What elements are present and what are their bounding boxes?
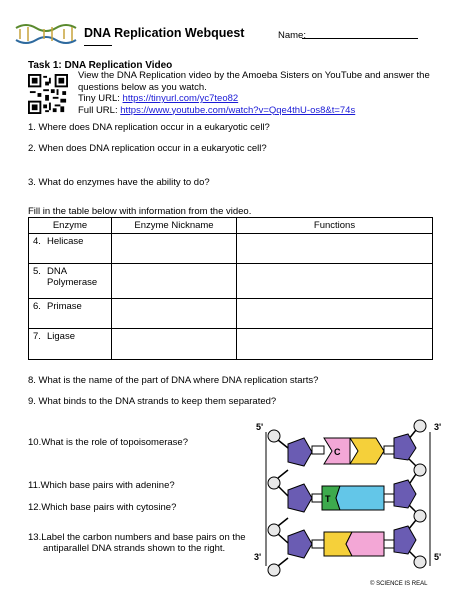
- intro-line-2: questions below as you watch.: [78, 81, 207, 93]
- header-enzyme: Enzyme: [29, 218, 112, 234]
- base-bond: [312, 540, 324, 548]
- sugar-pentagon: [288, 438, 312, 466]
- base-bond: [384, 494, 394, 502]
- header-nickname: Enzyme Nickname: [112, 218, 237, 234]
- table-row: [29, 234, 433, 264]
- table-row: [29, 264, 433, 299]
- dna-strand-diagram: [248, 418, 448, 578]
- sugar-pentagon: [394, 526, 416, 554]
- nickname-answer-cell[interactable]: [112, 264, 237, 299]
- full-url-label: Full URL:: [78, 104, 121, 116]
- sugar-pentagon: [394, 480, 416, 508]
- question-10: 10.What is the role of topoisomerase?: [28, 437, 189, 448]
- enzyme-cell: [29, 234, 112, 264]
- sugar-pentagon: [394, 434, 416, 460]
- table-row: [29, 299, 433, 329]
- enzyme-cell: [29, 329, 112, 360]
- dna-logo-image: [14, 22, 80, 46]
- nickname-answer-cell[interactable]: [112, 329, 237, 360]
- blue-base: [336, 486, 384, 510]
- label-left-top: 5': [256, 422, 264, 432]
- enzyme-name: Primase: [47, 301, 82, 312]
- label-right-bottom: 5': [434, 552, 442, 562]
- function-answer-cell[interactable]: [237, 299, 433, 329]
- header-functions: Functions: [237, 218, 433, 234]
- yellow-base: [350, 438, 384, 464]
- page-title: DNA Replication Webquest: [84, 26, 245, 40]
- base-bond: [384, 540, 394, 548]
- tiny-url-label: Tiny URL:: [78, 93, 123, 104]
- enzyme-cell: [29, 264, 112, 299]
- pink-base: [346, 532, 384, 556]
- label-right-top: 3': [434, 422, 442, 432]
- row-number: 4.: [33, 236, 41, 247]
- row-number: 5.: [33, 266, 41, 277]
- table-header-row: [29, 218, 433, 234]
- base-label-c: C: [334, 447, 341, 457]
- question-12: 12.Which base pairs with cytosine?: [28, 502, 177, 513]
- name-field-line[interactable]: [302, 38, 418, 39]
- title-underline: [84, 45, 112, 46]
- row-number: 6.: [33, 301, 41, 312]
- enzyme-name: DNA Polymerase: [47, 266, 98, 288]
- base-bond: [312, 446, 324, 454]
- intro-line-1: View the DNA Replication video by the Amoeba Sisters on YouTube and answer the: [78, 70, 430, 81]
- function-answer-cell[interactable]: [237, 264, 433, 299]
- sugar-pentagon: [288, 484, 312, 512]
- question-13-continued: antiparallel DNA strands shown to the right.: [43, 543, 226, 554]
- enzyme-table: [28, 217, 433, 360]
- base-bond: [384, 446, 394, 454]
- full-url-link[interactable]: https://www.youtube.com/watch?v=Qqe4thU-os8&t=74s: [120, 104, 356, 116]
- table-row: [29, 329, 433, 360]
- copyright-text: © SCIENCE IS REAL: [370, 581, 428, 587]
- question-11: 11.Which base pairs with adenine?: [28, 480, 175, 491]
- base-label-t: T: [325, 494, 331, 504]
- question-2: 2. When does DNA replication occur in a eukaryotic cell?: [28, 143, 267, 154]
- task1-instructions: [78, 70, 438, 116]
- function-answer-cell[interactable]: [237, 329, 433, 360]
- nickname-answer-cell[interactable]: [112, 234, 237, 264]
- row-number: 7.: [33, 331, 41, 342]
- qr-code-image[interactable]: [28, 74, 68, 114]
- left-phosphates: [268, 430, 280, 576]
- question-1: 1. Where does DNA replication occur in a eukaryotic cell?: [28, 122, 270, 133]
- nickname-answer-cell[interactable]: [112, 299, 237, 329]
- table-instructions: Fill in the table below with information from the video.: [28, 206, 252, 217]
- label-left-bottom: 3': [254, 552, 262, 562]
- question-3: 3. What do enzymes have the ability to do?: [28, 177, 210, 188]
- enzyme-cell: [29, 299, 112, 329]
- name-label: Name:: [278, 30, 306, 41]
- base-bond: [312, 494, 322, 502]
- question-13: 13.Label the carbon numbers and base pairs on the: [28, 532, 246, 543]
- enzyme-name: Helicase: [47, 236, 84, 247]
- question-9: 9. What binds to the DNA strands to keep them separated?: [28, 396, 277, 407]
- enzyme-name: Ligase: [47, 331, 75, 342]
- tiny-url-link[interactable]: https://tinyurl.com/yc7teo82: [122, 93, 239, 104]
- function-answer-cell[interactable]: [237, 234, 433, 264]
- sugar-pentagon: [288, 530, 312, 558]
- question-8: 8. What is the name of the part of DNA where DNA replication starts?: [28, 375, 319, 386]
- task1-title: Task 1: DNA Replication Video: [28, 60, 173, 71]
